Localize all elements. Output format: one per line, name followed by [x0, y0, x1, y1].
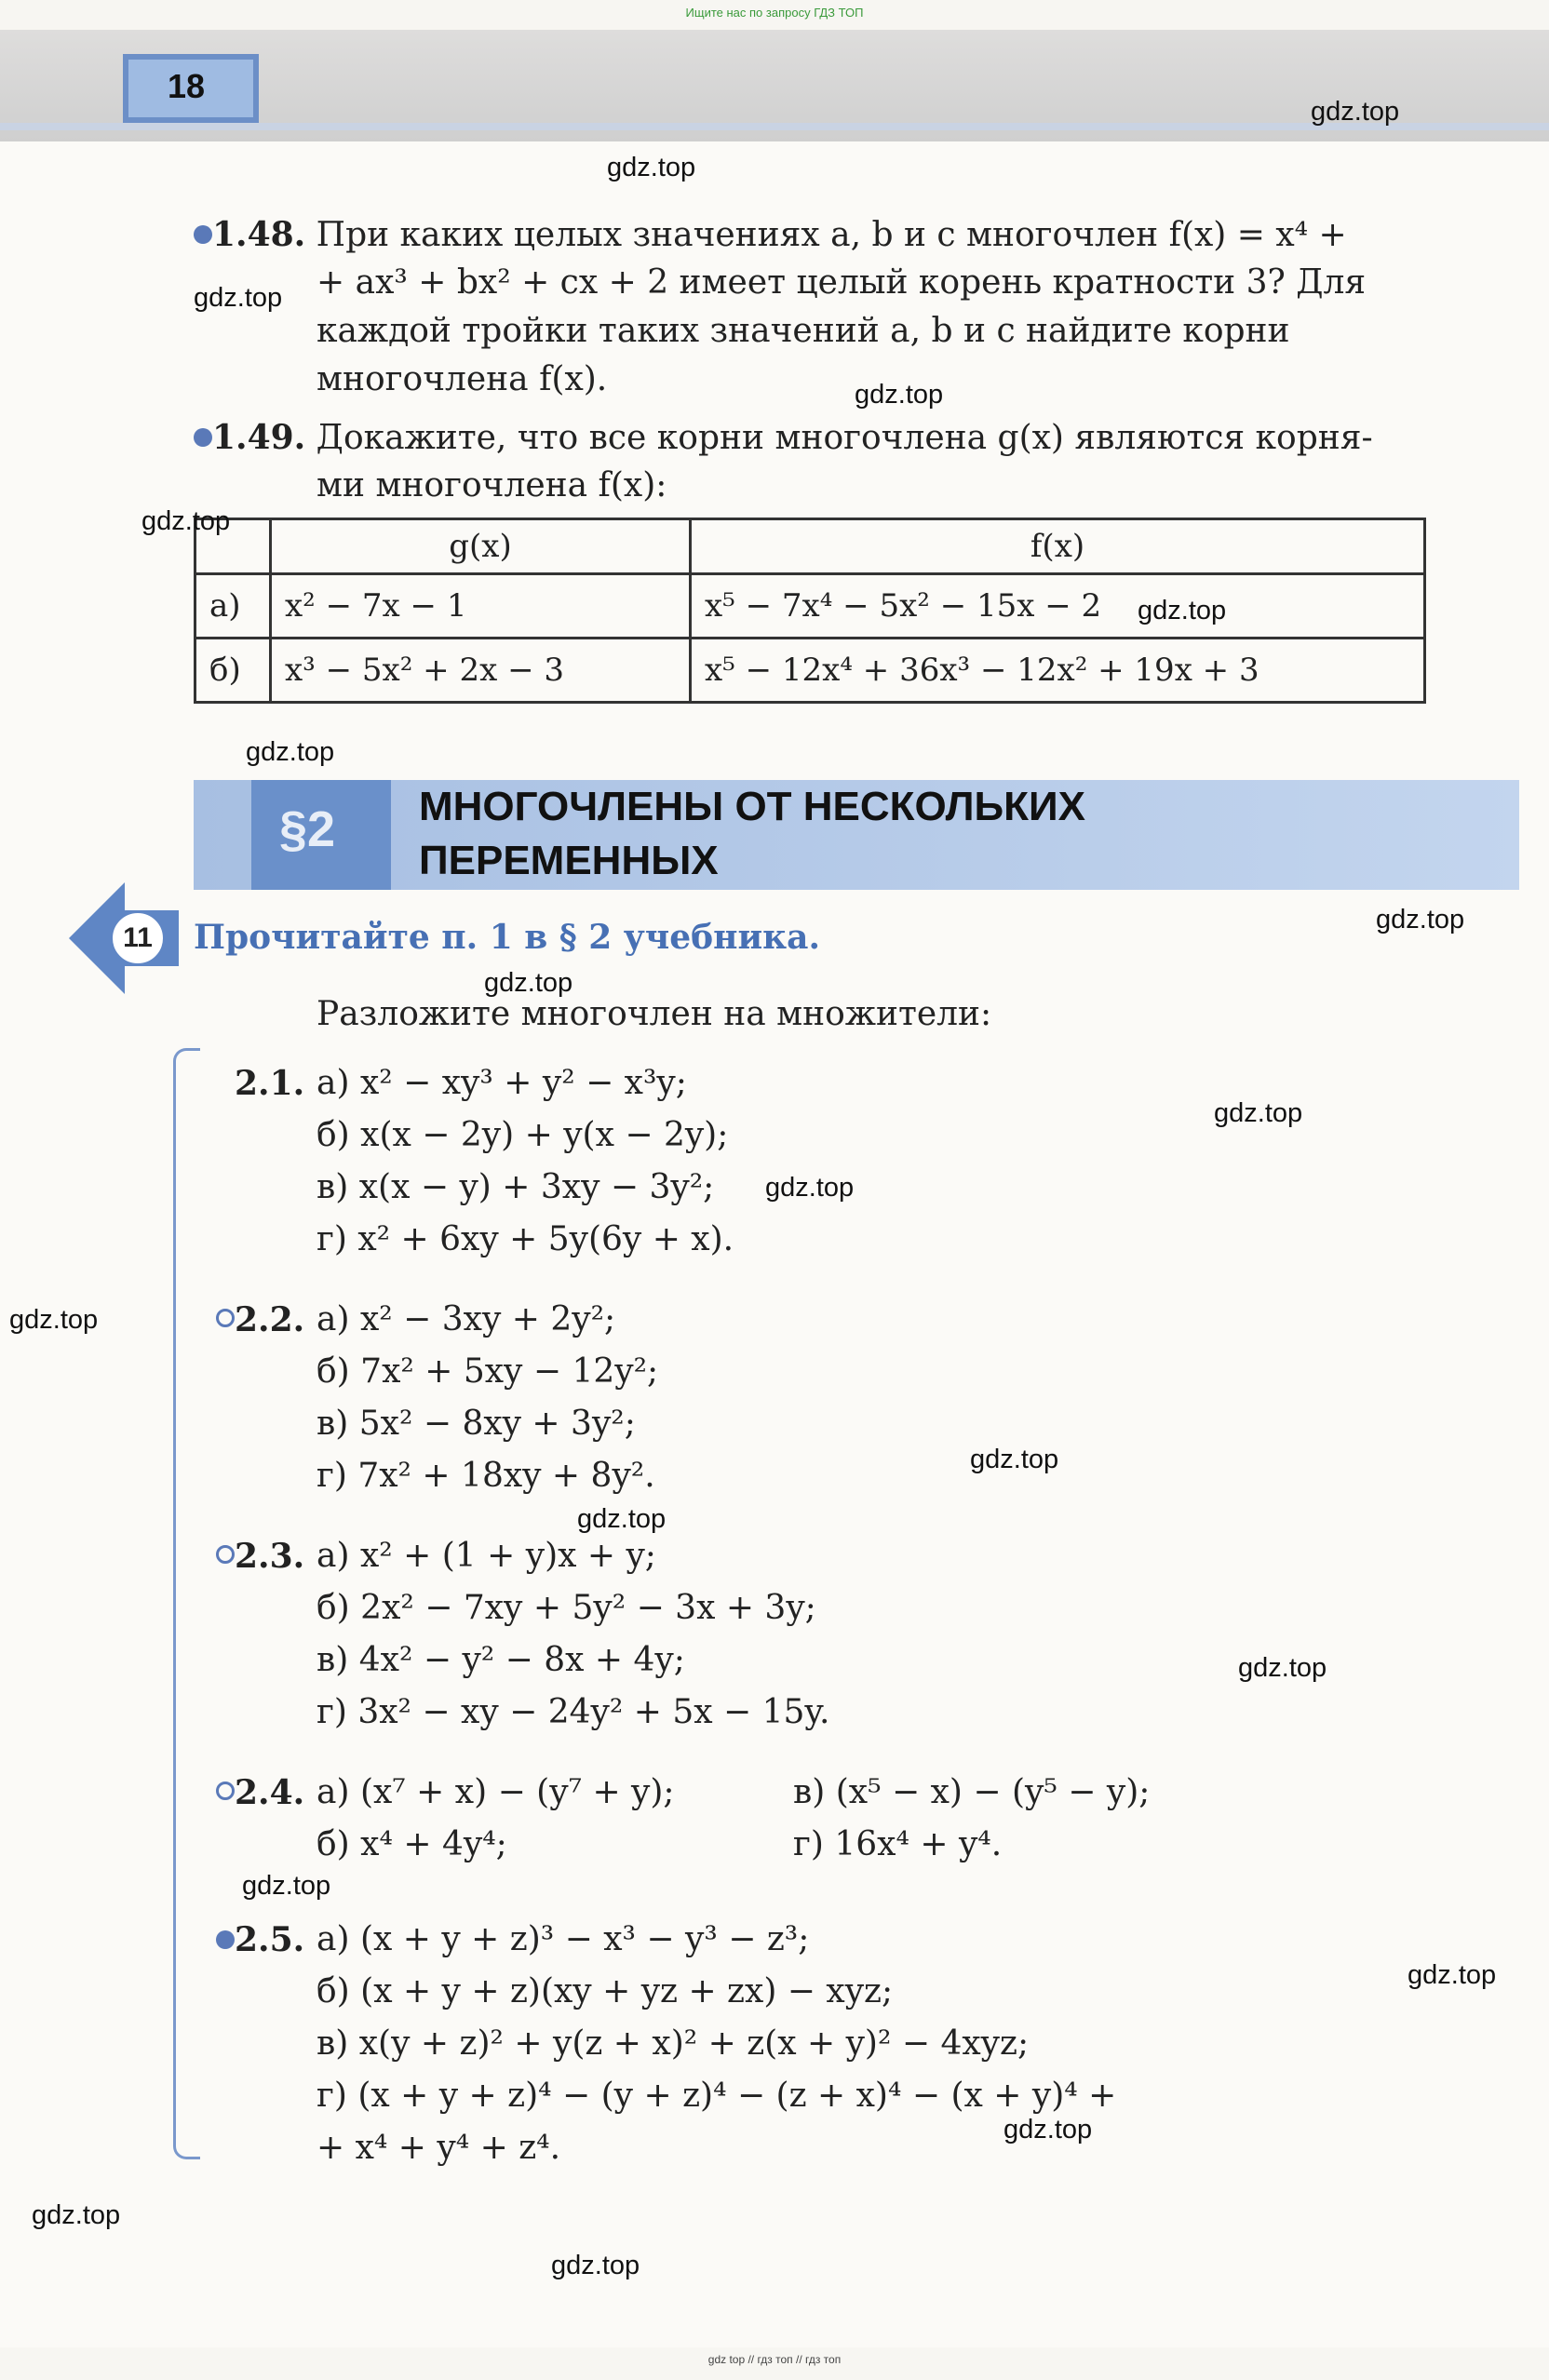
exercise-2-1-b: б) x(x − 2y) + y(x − 2y);: [317, 1116, 729, 1154]
exercise-1-48-line-1: 1.48. При каких целых значениях a, b и c многочлен f(x) = x⁴ +: [212, 215, 1347, 254]
exercise-2-1-a: а) x² − xy³ + y² − x³y;: [317, 1064, 687, 1102]
watermark: gdz.top: [970, 1445, 1059, 1474]
exercise-2-4-a: а) (x⁷ + x) − (y⁷ + y);: [317, 1773, 675, 1811]
exercise-number: 2.4.: [235, 1773, 305, 1812]
exercise-2-1-v: в) x(x − y) + 3xy − 3y²;: [317, 1168, 715, 1206]
watermark: gdz.top: [607, 153, 696, 182]
bottom-note: gdz top // гдз топ // гдз топ: [707, 2353, 842, 2366]
page-number: 18: [168, 67, 206, 105]
exercise-2-4-b: б) x⁴ + 4y⁴;: [317, 1825, 507, 1863]
exercise-1-48-line-4: многочлена f(x).: [317, 360, 608, 398]
exercise-number: 1.49.: [212, 418, 306, 457]
exercise-number: 2.1.: [235, 1064, 305, 1103]
watermark: gdz.top: [32, 2200, 121, 2230]
watermark: gdz.top: [484, 968, 573, 998]
exercise-number: 2.5.: [235, 1920, 305, 1959]
watermark: gdz.top: [855, 380, 944, 410]
cell-f: x⁵ − 7x⁴ − 5x² − 15x − 2: [691, 574, 1425, 639]
row-label: б): [195, 639, 271, 703]
watermark: gdz.top: [194, 283, 283, 313]
exercise-number: 2.2.: [235, 1300, 305, 1339]
table-header-g: g(x): [271, 519, 691, 574]
table-row: [195, 639, 1425, 703]
exercise-2-5-v: в) x(y + z)² + y(z + x)² + z(x + y)² − 4xyz;: [317, 2024, 1030, 2063]
exercise-2-2-g: г) 7x² + 18xy + 8y².: [317, 1457, 655, 1495]
watermark: gdz.top: [1214, 1098, 1303, 1128]
exercise-number: 1.48.: [212, 215, 306, 254]
exercise-2-2-b: б) 7x² + 5xy − 12y²;: [317, 1352, 659, 1391]
exercise-2-3-b: б) 2x² − 7xy + 5y² − 3x + 3y;: [317, 1589, 816, 1627]
section-number: §2: [279, 801, 336, 857]
section-title: [419, 780, 1085, 888]
watermark: gdz.top: [765, 1173, 855, 1203]
exercise-bullet-hollow: [216, 1545, 235, 1564]
polynomial-table: [194, 518, 1426, 704]
watermark: gdz.top: [1408, 1960, 1497, 1990]
exercise-1-49-line-1: 1.49. Докажите, что все корни многочлена g(x) являются корня-: [212, 418, 1373, 457]
exercise-2-3-g: г) 3x² − xy − 24y² + 5x − 15y.: [317, 1693, 830, 1731]
exercise-2-4-g: г) 16x⁴ + y⁴.: [793, 1825, 1003, 1863]
exercise-2-5-g-line-1: г) (x + y + z)⁴ − (y + z)⁴ − (z + x)⁴ − (x + y)⁴ +: [317, 2077, 1117, 2115]
section-title-line-2: ПЕРЕМЕННЫХ: [419, 838, 719, 883]
exercise-2-4-v: в) (x⁵ − x) − (y⁵ − y);: [793, 1773, 1151, 1811]
table-header-row: [195, 519, 1425, 574]
exercise-group-bracket: [173, 1048, 200, 2159]
table-header-f: f(x): [691, 519, 1425, 574]
reading-badge: 11: [110, 910, 166, 966]
exercise-number: 2.3.: [235, 1537, 305, 1576]
top-note: Ищите нас по запросу ГДЗ ТОП: [685, 6, 864, 20]
exercise-1-49-line-2: ми многочлена f(x):: [317, 466, 667, 504]
watermark: gdz.top: [242, 1871, 331, 1901]
exercise-1-48-line-3: каждой тройки таких значений a, b и c найдите корни: [317, 312, 1290, 350]
cell-g: x³ − 5x² + 2x − 3: [271, 639, 691, 703]
exercise-2-5-a: а) (x + y + z)³ − x³ − y³ − z³;: [317, 1920, 810, 1958]
watermark: gdz.top: [141, 506, 231, 536]
watermark: gdz.top: [1138, 596, 1227, 625]
task-intro: Разложите многочлен на множители:: [317, 995, 992, 1033]
exercise-bullet: [216, 1930, 235, 1949]
cell-f: x⁵ − 12x⁴ + 36x³ − 12x² + 19x + 3: [691, 639, 1425, 703]
watermark: gdz.top: [1376, 905, 1465, 935]
watermark: gdz.top: [551, 2251, 640, 2280]
watermark: gdz.top: [1311, 97, 1400, 127]
watermark: gdz.top: [1238, 1653, 1327, 1683]
table-row: [195, 574, 1425, 639]
section-title-line-1: МНОГОЧЛЕНЫ ОТ НЕСКОЛЬКИХ: [419, 784, 1085, 829]
watermark: gdz.top: [577, 1504, 667, 1534]
reading-instruction: Прочитайте п. 1 в § 2 учебника.: [194, 918, 821, 957]
watermark: gdz.top: [9, 1305, 99, 1335]
exercise-bullet: [194, 428, 212, 447]
exercise-bullet: [194, 225, 212, 244]
exercise-bullet-hollow: [216, 1782, 235, 1800]
exercise-1-48-line-2: + ax³ + bx² + cx + 2 имеет целый корень кратности 3? Для: [317, 263, 1367, 302]
cell-g: x² − 7x − 1: [271, 574, 691, 639]
exercise-2-5-b: б) (x + y + z)(xy + yz + zx) − xyz;: [317, 1972, 894, 2010]
exercise-2-2-a: а) x² − 3xy + 2y²;: [317, 1300, 616, 1338]
watermark: gdz.top: [1003, 2115, 1093, 2145]
watermark: gdz.top: [246, 737, 335, 767]
exercise-2-1-g: г) x² + 6xy + 5y(6y + x).: [317, 1220, 734, 1258]
exercise-2-2-v: в) 5x² − 8xy + 3y²;: [317, 1405, 636, 1443]
exercise-bullet-hollow: [216, 1309, 235, 1327]
exercise-2-3-a: а) x² + (1 + y)x + y;: [317, 1537, 656, 1575]
row-label: а): [195, 574, 271, 639]
exercise-2-3-v: в) 4x² − y² − 8x + 4y;: [317, 1641, 685, 1679]
exercise-2-5-g-line-2: + x⁴ + y⁴ + z⁴.: [317, 2129, 561, 2167]
